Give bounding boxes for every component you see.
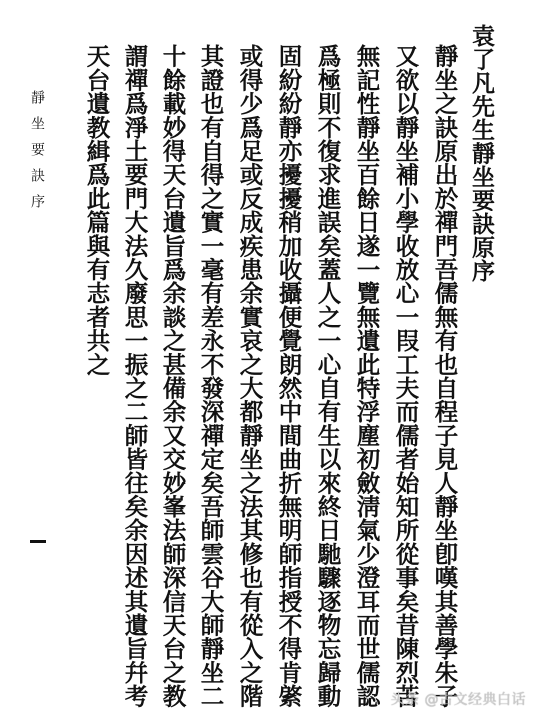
text-column-10: 天台遺教緝爲此篇與有志者共之 [82,44,111,376]
text-column-9: 謂禪爲淨土要門大法久廢思一振之二師皆往矣余因述其遺旨幷考 [120,44,149,708]
text-column-2: 又欲以靜坐補小學收放心一叚工夫而儒者始知所從事矣昔陳烈苦 [391,44,420,708]
text-column-6: 或得少爲足或反成疾患余實哀之大都靜坐之法其修也有從入之階 [235,44,264,708]
page-number [30,540,46,543]
preface-title: 袁了凡先生靜坐要訣原序 [468,24,495,283]
text-column-7: 其證也有自得之實一毫有差永不發深禪定矣吾師雲谷大師靜坐二 [196,44,225,708]
margin-running-title: 靜坐要訣序 [29,90,45,220]
text-column-1: 靜坐之訣原出於禪門吾儒無有也自程子見人靜坐卽嘆其善學朱子 [430,44,459,708]
watermark-text: 头条 @古文经典白话 [390,692,526,708]
text-column-8: 十餘載妙得天台遺旨爲余談之甚備余又交妙峯法師深信天台之教 [158,44,187,708]
text-column-4: 爲極則不復求進誤矣蓋人之一心自有生以來終日馳驟逐物忘歸動 [313,44,342,708]
text-column-3: 無記性靜坐百餘日遂一覽無遺此特浮塵初斂淸氣少澄耳而世儒認 [352,44,381,708]
text-column-5: 固紛紛靜亦擾擾稍加收攝便覺朗然中間曲折無明師指授不得肯綮 [274,44,303,708]
